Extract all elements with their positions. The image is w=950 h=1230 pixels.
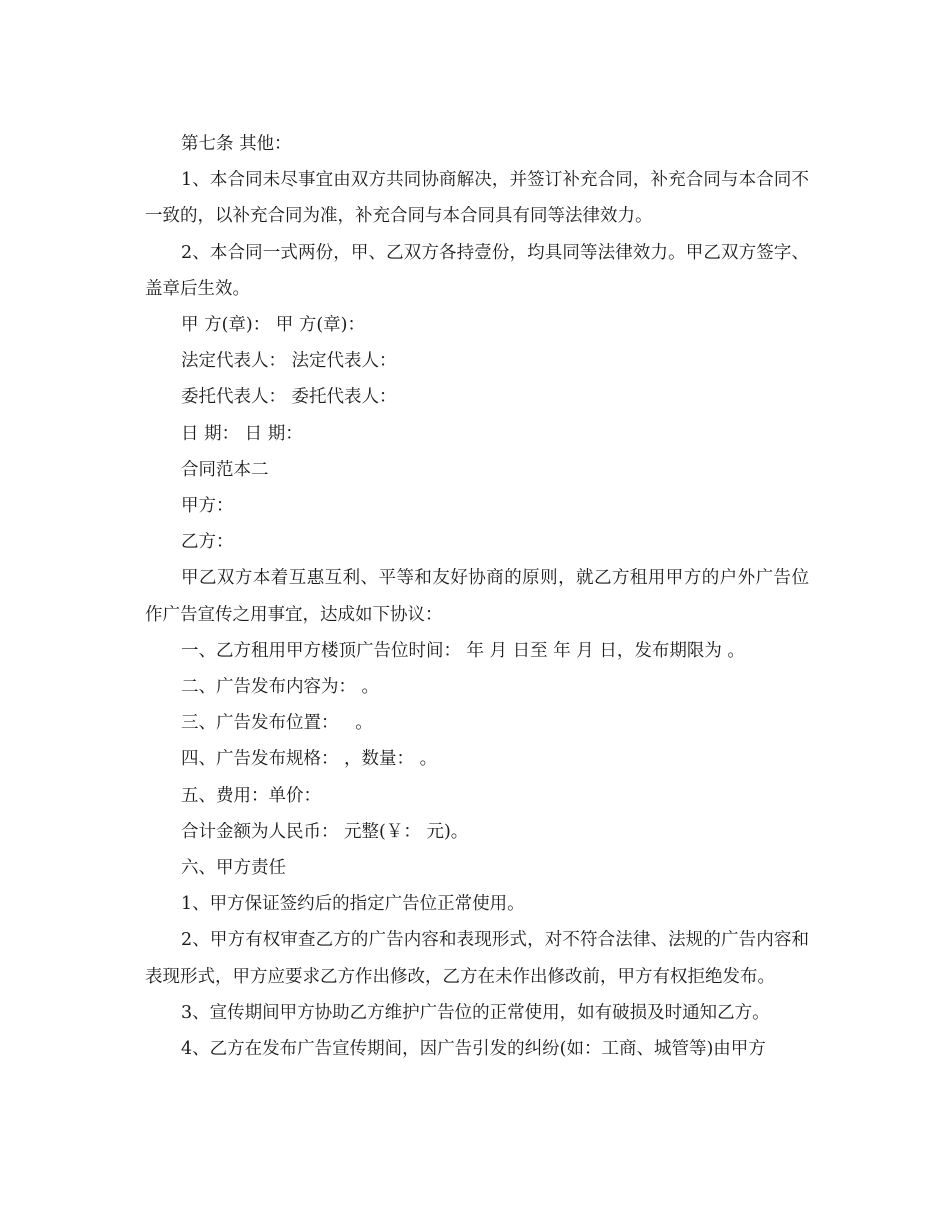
paragraph-authorized-representative: 委托代表人： 委托代表人： [181,387,397,408]
paragraph-date: 日 期： 日 期： [181,423,303,444]
paragraph-clause-7-1: 1、本合同未尽事宜由双方共同协商解决，并签订补充合同，补充合同与本合同不一致的，以补充合同为准，补充合同与本合同具有同等法律效力。 [145,170,809,227]
paragraph-article-7-title: 第七条 其他： [181,134,292,154]
paragraph-party-a: 甲方： [181,496,234,517]
paragraph-term-2: 二、广告发布内容为： 。 [181,677,380,698]
document-body [145,126,809,1067]
paragraph-term-6-4: 4、乙方在发布广告宣传期间，因广告引发的纠纷(如：工商、城管等)由甲方 [181,1039,766,1060]
paragraph-term-1: 一、乙方租用甲方楼顶广告位时间： 年 月 日至 年 月 日，发布期限为 。 [181,640,745,661]
paragraph-term-3: 三、广告发布位置： 。 [181,713,373,734]
paragraph-term-5: 五、费用：单价： [181,785,321,806]
paragraph-party-seal: 甲 方(章)： 甲 方(章)： [181,315,365,336]
paragraph-total-amount: 合计金额为人民币： 元整(￥： 元)。 [181,821,469,842]
paragraph-term-6-2: 2、甲方有权审查乙方的广告内容和表现形式，对不符合法律、法规的广告内容和表现形式，甲方应要求乙方作出修改，乙方在未作出修改前，甲方有权拒绝发布。 [145,930,809,987]
paragraph-party-b: 乙方： [181,532,234,553]
paragraph-clause-7-2: 2、本合同一式两份，甲、乙双方各持壹份，均具同等法律效力。甲乙双方签字、盖章后生效。 [145,242,809,299]
paragraph-preamble: 甲乙双方本着互惠互利、平等和友好协商的原则，就乙方租用甲方的户外广告位作广告宣传之用事宜，达成如下协议： [145,568,809,625]
paragraph-term-6-3: 3、宣传期间甲方协助乙方维护广告位的正常使用，如有破损及时通知乙方。 [181,1002,770,1023]
paragraph-legal-representative: 法定代表人： 法定代表人： [181,351,397,372]
paragraph-term-6-title: 六、甲方责任 [181,858,286,879]
paragraph-term-4: 四、广告发布规格： ，数量： 。 [181,749,438,770]
paragraph-template-two-title: 合同范本二 [181,459,269,480]
paragraph-term-6-1: 1、甲方保证签约后的指定广告位正常使用。 [181,894,525,915]
